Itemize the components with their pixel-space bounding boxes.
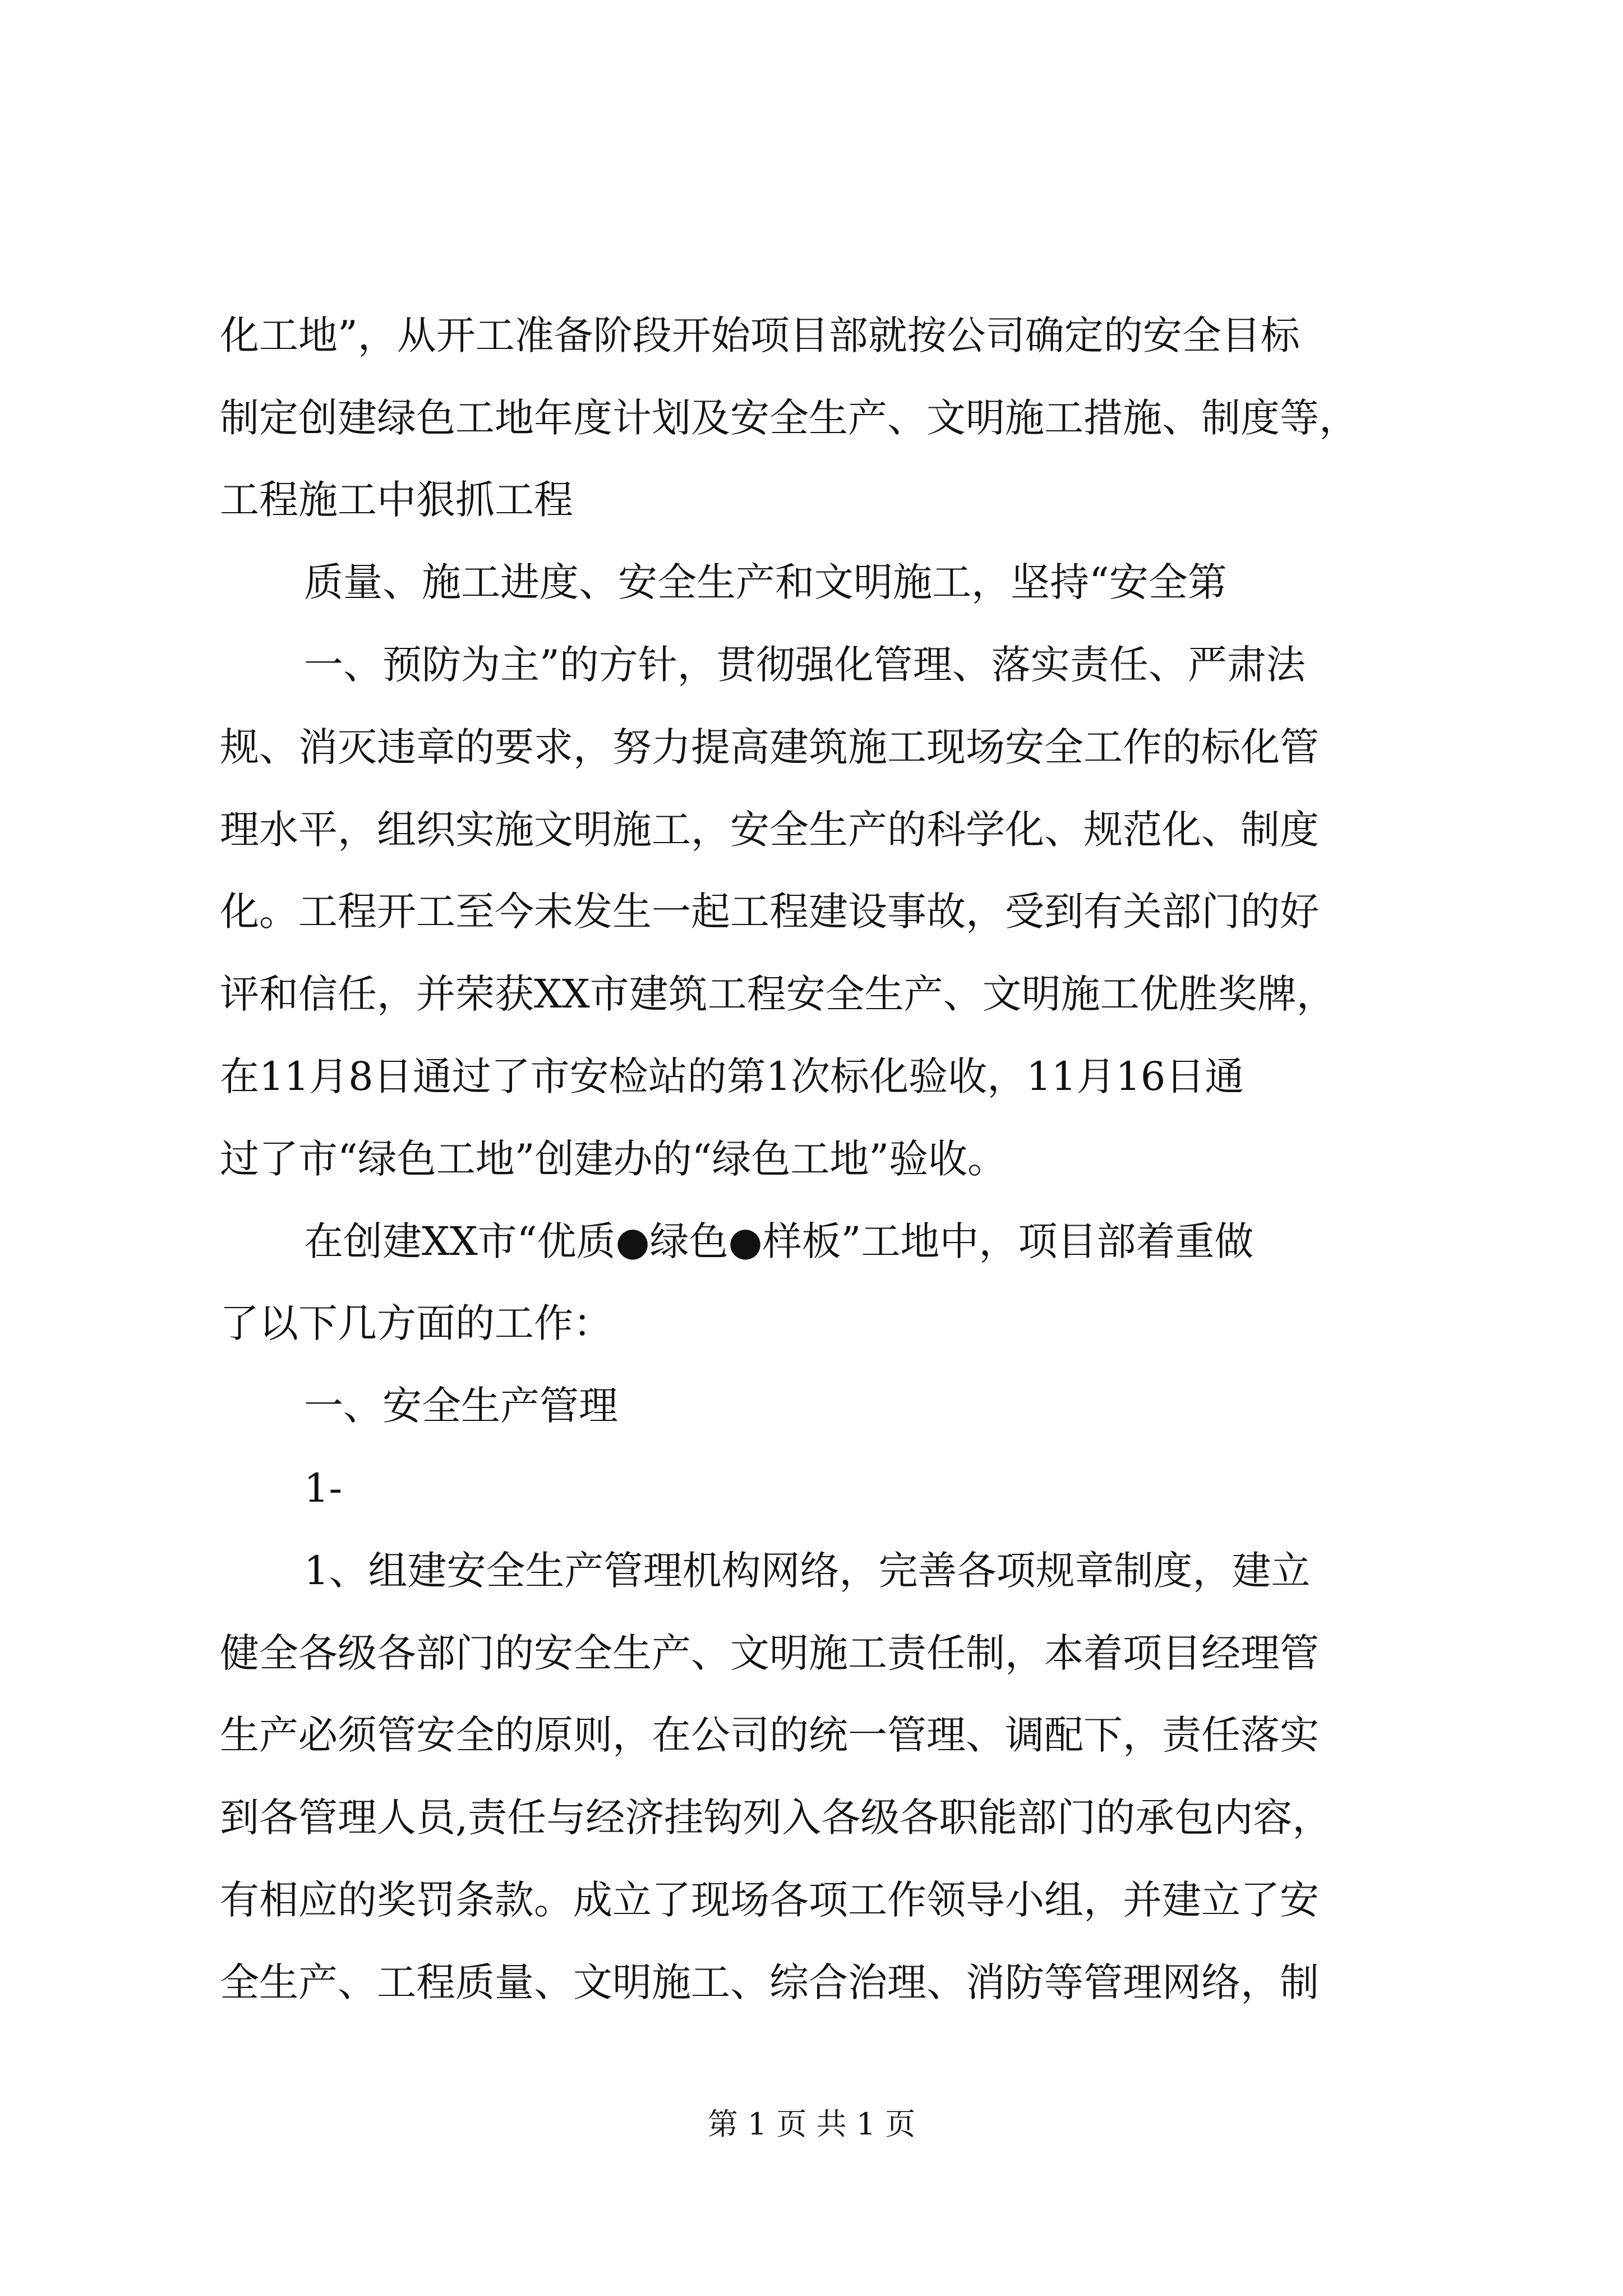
line-text: 评和信任，并荣获XX市建筑工程安全生产、文明施工优胜奖牌，	[220, 971, 1336, 1017]
line-text: 了以下几方面的工作：	[220, 1300, 612, 1346]
line-text: 化。工程开工至今未发生一起工程建设事故，受到有关部门的好	[220, 889, 1319, 935]
line-text: 一、安全生产管理	[304, 1383, 618, 1429]
line-text: 规、消灭违章的要求，努力提高建筑施工现场安全工作的标化管	[220, 724, 1319, 770]
line-text: 化工地”，从开工准备阶段开始项目部就按公司确定的安全目标	[220, 312, 1300, 358]
line-text: 生产必须管安全的原则，在公司的统一管理、调配下，责任落实	[220, 1712, 1319, 1758]
line-text: 一、预防为主”的方针，贯彻强化管理、落实责任、严肃法	[304, 642, 1306, 688]
line-text: 在11月8日通过了市安检站的第1次标化验收，11月16日通	[220, 1053, 1244, 1099]
line-text: 制定创建绿色工地年度计划及安全生产、文明施工措施、制度等，	[220, 395, 1358, 441]
line-text: 在创建XX市“优质●绿色●样板”工地中，项目部着重做	[304, 1218, 1254, 1264]
line-text: 健全各级各部门的安全生产、文明施工责任制，本着项目经理管	[220, 1630, 1319, 1676]
line-text: 有相应的奖罚条款。成立了现场各项工作领导小组，并建立了安	[220, 1877, 1319, 1923]
page-footer	[0, 2105, 1623, 2144]
line-text: 理水平，组织实施文明施工，安全生产的科学化、规范化、制度	[220, 807, 1319, 853]
line-text: 1-	[304, 1465, 343, 1511]
line-text: 1、组建安全生产管理机构网络，完善各项规章制度，建立	[304, 1548, 1311, 1594]
page-number: 第 1 页 共 1 页	[707, 2106, 916, 2142]
line-text: 到各管理人员,责任与经济挂钩列入各级各职能部门的承包内容，	[220, 1795, 1332, 1841]
line-text: 过了市“绿色工地”创建办的“绿色工地”验收。	[220, 1136, 1007, 1182]
line-text: 工程施工中狠抓工程	[220, 477, 573, 523]
line-text: 全生产、工程质量、文明施工、综合治理、消防等管理网络，制	[220, 1959, 1319, 2005]
line-text: 质量、施工进度、安全生产和文明施工，坚持“安全第	[304, 559, 1227, 605]
